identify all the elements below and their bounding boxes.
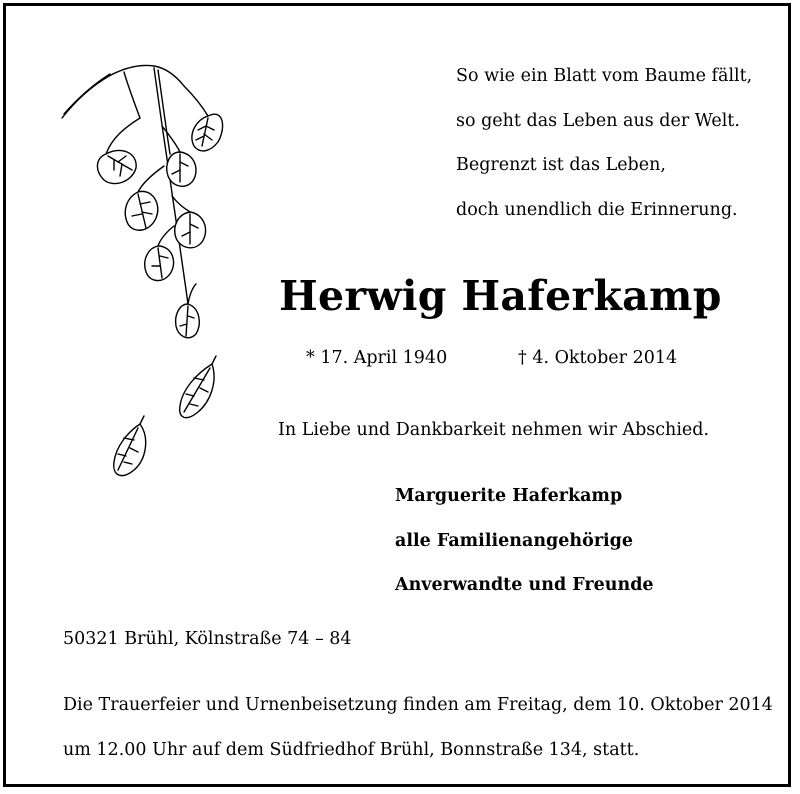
poem-line: Begrenzt ist das Leben, — [456, 155, 666, 175]
mourners-list — [395, 474, 654, 608]
poem-line: so geht das Leben aus der Welt. — [456, 110, 740, 131]
ceremony-details — [63, 683, 773, 772]
falling-leaf — [180, 356, 216, 418]
farewell-text: In Liebe und Dankbarkeit nehmen wir Abschied. — [278, 420, 710, 440]
poem-line: So wie ein Blatt vom Baume fällt, — [456, 66, 753, 86]
deceased-name: Herwig Haferkamp — [279, 272, 722, 320]
death-date: † 4. Oktober 2014 — [518, 348, 678, 368]
mourner: Marguerite Haferkamp — [395, 486, 623, 506]
birth-date: * 17. April 1940 — [306, 348, 448, 368]
leaf-cluster — [97, 86, 222, 338]
mourner: Anverwandte und Freunde — [395, 575, 654, 595]
obituary-notice — [3, 3, 791, 787]
falling-leaf — [114, 416, 146, 476]
ceremony-line: um 12.00 Uhr auf dem Südfriedhof Brühl, Bonnstraße 134, statt. — [63, 739, 640, 760]
mourner: alle Familienangehörige — [395, 530, 634, 551]
poem-line: doch unendlich die Erinnerung. — [456, 199, 738, 220]
birch-branch-illustration — [54, 56, 234, 496]
poem — [456, 54, 752, 232]
address: 50321 Brühl, Kölnstraße 74 – 84 — [63, 629, 352, 649]
ceremony-line: Die Trauerfeier und Urnenbeisetzung finden am Freitag, dem 10. Oktober 2014 — [63, 695, 773, 715]
